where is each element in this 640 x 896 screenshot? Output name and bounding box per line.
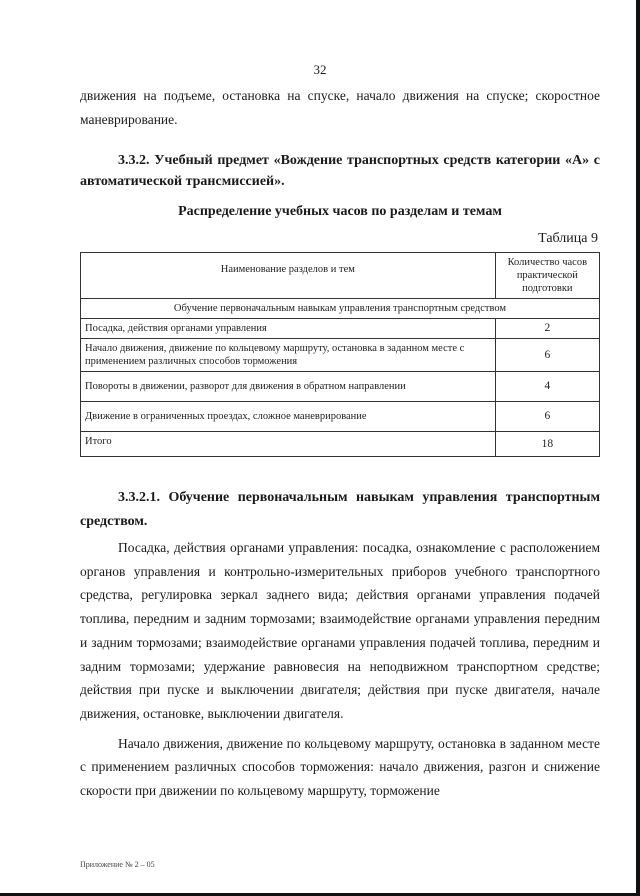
body-paragraph: Начало движения, движение по кольцевому маршруту, остановка в заданном месте с применением различных способов торможения: начало движения, разгон и снижение скорости при движении по кольцевому маршруту, торможение — [80, 735, 600, 799]
top-paragraph: движения на подъеме, остановка на спуске, начало движения на спуске; скоростное маневрирование. — [80, 88, 600, 127]
row-name: Повороты в движении, разворот для движения в обратном направлении — [81, 372, 496, 402]
page-number: 32 — [313, 62, 327, 77]
distribution-title: Распределение учебных часов по разделам и темам — [178, 204, 502, 219]
page-border-right — [636, 0, 640, 896]
section-number: 3.3.2.1. — [118, 490, 160, 505]
table-caption: Таблица 9 — [538, 231, 598, 246]
section-heading-3321 — [80, 486, 600, 534]
row-name: Начало движения, движение по кольцевому маршруту, остановка в заданном месте с применением различных способов торможения — [81, 339, 496, 372]
row-hours: 2 — [495, 319, 599, 339]
row-name: Итого — [81, 432, 496, 457]
table-row — [81, 402, 600, 432]
section-heading-332 — [80, 150, 600, 192]
table-group-row — [81, 299, 600, 319]
header-hours: Количество часов практической подготовки — [495, 253, 599, 299]
row-hours: 6 — [495, 402, 599, 432]
table-header-row — [81, 253, 600, 299]
body-paragraph: Посадка, действия органами управления: посадка, ознакомление с расположением органов управления и контрольно-измерительных приборов учебного транспортного средства, регулировка зеркал заднего вида; действия органами управления подачей топлива, передним и задним тормозами; взаимодействие органами управления передним и задним тормозами; взаимодействие органами управления подачей топлива, передним и задним тормозами; удержание равновесия на неподвижном транспортном средстве; действия при пуске и выключении двигателя; действия при пуске двигателя, начале движения, остановке, выключении двигателя. — [80, 540, 600, 721]
row-hours: 6 — [495, 339, 599, 372]
footer-note: Приложение № 2 – 05 — [80, 860, 155, 869]
group-title: Обучение первоначальным навыкам управления транспортным средством — [81, 299, 600, 319]
row-name: Движение в ограниченных проездах, сложное маневрирование — [81, 402, 496, 432]
header-name: Наименование разделов и тем — [81, 253, 496, 299]
table-row — [81, 432, 600, 457]
table-row — [81, 339, 600, 372]
section-title: Обучение первоначальным навыкам управления транспортным средством. — [80, 490, 600, 529]
table-row — [81, 319, 600, 339]
section-number: 3.3.2. — [118, 153, 150, 168]
table-row — [81, 372, 600, 402]
hours-table — [80, 252, 600, 457]
row-name: Посадка, действия органами управления — [81, 319, 496, 339]
section-title: Учебный предмет «Вождение транспортных средств категории «А» с автоматической трансмиссией». — [80, 153, 601, 189]
row-hours: 4 — [495, 372, 599, 402]
row-hours: 18 — [495, 432, 599, 457]
body-text — [80, 536, 600, 803]
